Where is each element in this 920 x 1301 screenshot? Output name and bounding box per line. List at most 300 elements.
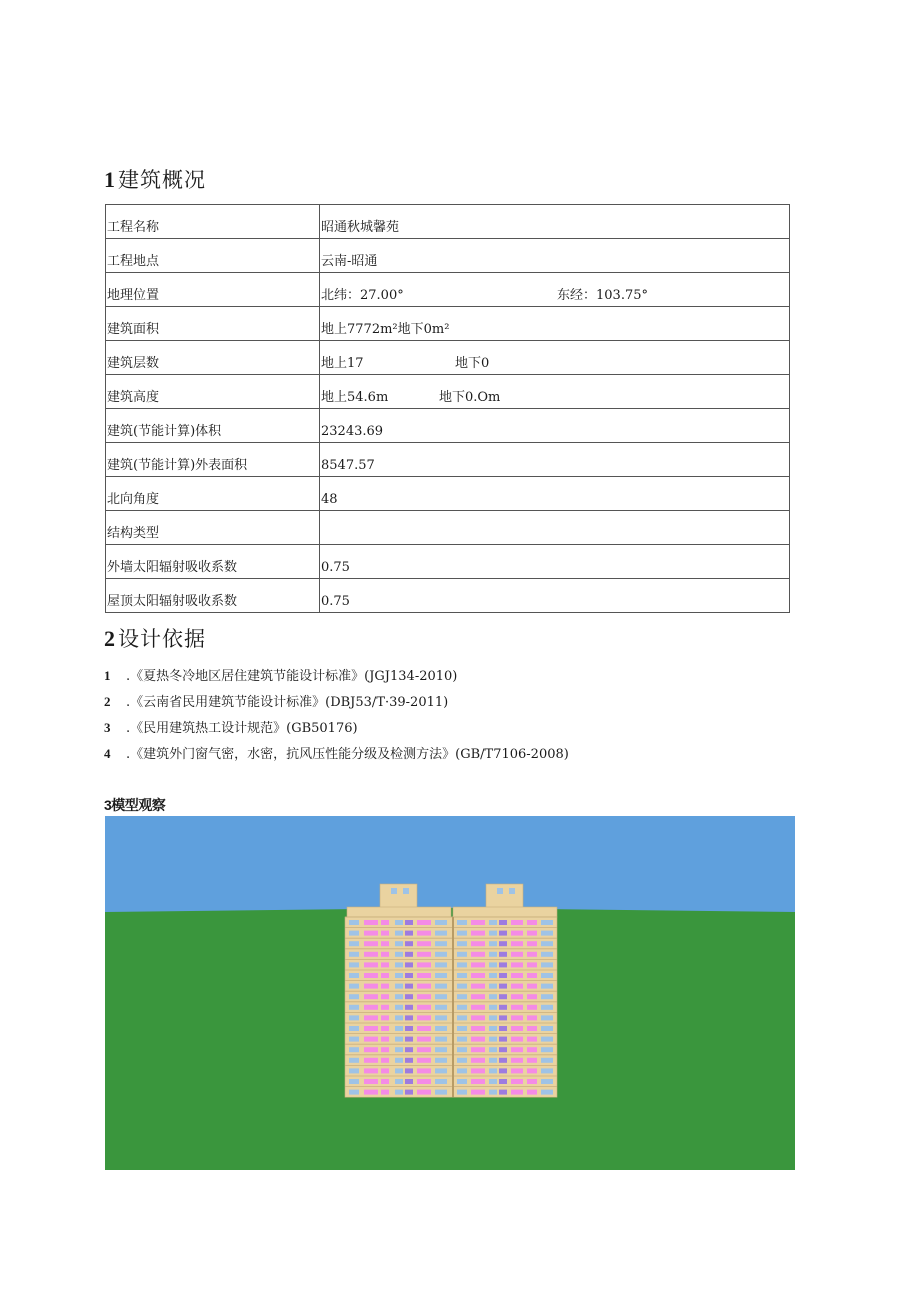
block-divider [452,917,454,1097]
window [435,1047,447,1052]
window [349,994,359,999]
window [349,1015,359,1020]
window [417,920,431,925]
height-above-value: 地上54.6m [321,390,389,405]
window [489,962,497,967]
window [489,984,497,989]
row-value: 23243.69 [320,409,790,443]
window [395,1090,403,1095]
window [471,984,485,989]
table-row [106,273,790,307]
window [489,941,497,946]
window [405,941,413,946]
window [364,941,378,946]
section-3-heading: 3模型观察 [104,797,166,813]
window [417,994,431,999]
window [541,941,553,946]
table-row [106,205,790,239]
window [511,1026,523,1031]
window [349,920,359,925]
table-row [106,375,790,409]
window [457,1058,467,1063]
window [489,931,497,936]
window [527,984,537,989]
window [417,1026,431,1031]
window [489,1026,497,1031]
window [395,984,403,989]
window [457,1037,467,1042]
window [511,952,523,957]
window [511,1015,523,1020]
window [527,1047,537,1052]
window [364,1079,378,1084]
row-label: 建筑层数 [106,341,320,375]
window [417,962,431,967]
window [395,931,403,936]
window [457,984,467,989]
roof-window [497,888,503,894]
list-item [104,744,569,770]
window [405,931,413,936]
table-row [106,409,790,443]
window [417,984,431,989]
window [541,994,553,999]
window [364,1090,378,1095]
window [499,931,507,936]
window [364,1037,378,1042]
table-row [106,579,790,613]
window [527,1026,537,1031]
window [527,931,537,936]
roof-window [391,888,397,894]
window [471,962,485,967]
window [489,1058,497,1063]
row-label: 外墙太阳辐射吸收系数 [106,545,320,579]
window [541,1026,553,1031]
window [417,1079,431,1084]
window [471,973,485,978]
window [527,994,537,999]
window [511,1047,523,1052]
window [381,1005,389,1010]
window [511,1079,523,1084]
window [435,952,447,957]
section-1-title: 建筑概况 [118,168,206,192]
table-row [106,341,790,375]
window [364,1068,378,1073]
window [364,973,378,978]
window [457,1015,467,1020]
window [364,1005,378,1010]
window [349,1047,359,1052]
row-label: 北向角度 [106,477,320,511]
window [541,931,553,936]
row-value: 8547.57 [320,443,790,477]
window [457,994,467,999]
window [541,1090,553,1095]
window [435,1037,447,1042]
window [435,1058,447,1063]
window [527,1005,537,1010]
window [405,1090,413,1095]
window [527,952,537,957]
window [541,1015,553,1020]
window [457,962,467,967]
window [405,920,413,925]
window [499,1005,507,1010]
window [435,931,447,936]
window [381,1068,389,1073]
window [499,920,507,925]
window [435,973,447,978]
window [541,962,553,967]
section-1-number: 1 [104,167,116,192]
row-label: 建筑(节能计算)体积 [106,409,320,443]
window [349,1005,359,1010]
window [511,1005,523,1010]
window [349,1068,359,1073]
window [381,941,389,946]
window [364,1047,378,1052]
window [395,973,403,978]
row-value: 0.75 [320,545,790,579]
model-view-image [105,816,795,1170]
roof-window [509,888,515,894]
window [405,984,413,989]
row-label: 屋顶太阳辐射吸收系数 [106,579,320,613]
window [381,1047,389,1052]
window [541,1079,553,1084]
window [457,1026,467,1031]
roof-tower [486,884,523,908]
window [395,994,403,999]
window [435,1005,447,1010]
window [395,1015,403,1020]
window [381,952,389,957]
window [417,931,431,936]
window [417,941,431,946]
window [471,994,485,999]
window [349,1058,359,1063]
window [349,973,359,978]
window [541,920,553,925]
window [364,1026,378,1031]
window [511,962,523,967]
section-2-title: 设计依据 [118,627,206,651]
window [499,1068,507,1073]
window [395,920,403,925]
window [395,941,403,946]
window [527,1037,537,1042]
window [405,1079,413,1084]
window [541,1058,553,1063]
window [499,1047,507,1052]
window [511,973,523,978]
window [471,1026,485,1031]
window [381,931,389,936]
window [435,1015,447,1020]
table-row [106,511,790,545]
window [499,1058,507,1063]
window [457,1090,467,1095]
row-label: 工程地点 [106,239,320,273]
window [405,1015,413,1020]
window [381,1037,389,1042]
window [381,1079,389,1084]
window [489,1015,497,1020]
row-value [320,341,790,375]
table-row [106,443,790,477]
window [417,1047,431,1052]
window [395,952,403,957]
section-2-heading [104,623,206,653]
window [457,920,467,925]
window [435,962,447,967]
table-row [106,307,790,341]
window [471,1079,485,1084]
window [527,962,537,967]
window [471,941,485,946]
list-item [104,718,569,744]
window [511,941,523,946]
window [471,920,485,925]
row-label: 工程名称 [106,205,320,239]
window [364,962,378,967]
window [381,1090,389,1095]
window [435,1026,447,1031]
window [511,994,523,999]
window [381,973,389,978]
row-value: 0.75 [320,579,790,613]
window [511,920,523,925]
window [489,1005,497,1010]
window [405,973,413,978]
window [489,973,497,978]
window [457,1068,467,1073]
window [395,1026,403,1031]
window [511,1058,523,1063]
window [527,941,537,946]
window [381,994,389,999]
window [489,920,497,925]
reference-text: .《建筑外门窗气密，水密，抗风压性能分级及检测方法》(GB/T7106-2008) [126,747,569,762]
window [349,962,359,967]
window [349,931,359,936]
floors-below-value: 地下0 [455,356,490,371]
window [499,1015,507,1020]
window [457,1005,467,1010]
window [527,1090,537,1095]
window [471,1005,485,1010]
table-row [106,477,790,511]
window [489,994,497,999]
window [511,1090,523,1095]
window [541,1047,553,1052]
window [541,1037,553,1042]
row-label: 建筑高度 [106,375,320,409]
window [435,994,447,999]
window [381,1015,389,1020]
window [349,941,359,946]
row-label: 建筑面积 [106,307,320,341]
window [417,1090,431,1095]
section-1-heading [104,164,206,194]
window [499,962,507,967]
list-item [104,666,569,692]
list-item [104,692,569,718]
building-model [345,884,557,1097]
window [364,1058,378,1063]
roof-tower [380,884,417,908]
window [364,931,378,936]
row-label: 地理位置 [106,273,320,307]
window [349,952,359,957]
window [499,1037,507,1042]
window [541,952,553,957]
window [499,994,507,999]
window [435,1090,447,1095]
window [457,941,467,946]
window [381,984,389,989]
row-value [320,273,790,307]
window [471,1037,485,1042]
window [527,1058,537,1063]
row-value: 48 [320,477,790,511]
window [381,920,389,925]
window [527,920,537,925]
window [471,931,485,936]
window [511,1068,523,1073]
row-value [320,511,790,545]
window [395,1037,403,1042]
window [364,1015,378,1020]
window [405,952,413,957]
window [471,1090,485,1095]
window [435,1079,447,1084]
window [489,1047,497,1052]
window [471,952,485,957]
window [457,931,467,936]
building-model-render [105,816,795,1170]
reference-number: 4 [104,746,111,761]
window [489,1090,497,1095]
window [395,1058,403,1063]
window [349,1026,359,1031]
window [349,1037,359,1042]
window [395,1005,403,1010]
row-value [320,375,790,409]
window [417,973,431,978]
window [511,984,523,989]
window [405,1047,413,1052]
window [541,1068,553,1073]
window [457,1079,467,1084]
window [499,941,507,946]
window [395,962,403,967]
row-value: 云南-昭通 [320,239,790,273]
window [471,1058,485,1063]
window [471,1047,485,1052]
window [364,920,378,925]
window [405,994,413,999]
floors-above-value: 地上17 [321,356,364,371]
window [405,1037,413,1042]
reference-list [104,666,569,770]
window [405,1026,413,1031]
window [364,984,378,989]
window [417,1068,431,1073]
window [349,1079,359,1084]
window [417,1037,431,1042]
window [417,1058,431,1063]
window [405,1005,413,1010]
parapet [453,907,557,917]
row-label: 结构类型 [106,511,320,545]
window [511,931,523,936]
window [395,1079,403,1084]
latitude-value: 北纬：27.00° [321,288,404,303]
window [417,1005,431,1010]
reference-text: .《云南省民用建筑节能设计标准》(DBJ53/T·39-2011) [126,695,449,710]
table-row [106,239,790,273]
row-value: 地上7772m²地下0m² [320,307,790,341]
window [417,1015,431,1020]
reference-number: 2 [104,694,111,709]
window [435,920,447,925]
window [471,1068,485,1073]
window [499,973,507,978]
table-row [106,545,790,579]
window [405,962,413,967]
parapet [347,907,451,917]
longitude-value: 东经：103.75° [557,288,648,303]
window [489,1068,497,1073]
window [489,1079,497,1084]
roof-window [403,888,409,894]
window [527,1079,537,1084]
window [435,1068,447,1073]
window [395,1068,403,1073]
window [435,984,447,989]
reference-number: 3 [104,720,111,735]
window [405,1068,413,1073]
window [489,952,497,957]
building-overview-table [105,204,790,613]
window [499,1026,507,1031]
window [499,952,507,957]
window [395,1047,403,1052]
window [381,1058,389,1063]
height-below-value: 地下0.Om [439,390,501,405]
window [499,984,507,989]
window [381,962,389,967]
reference-number: 1 [104,668,111,683]
window [527,1068,537,1073]
window [457,973,467,978]
window [489,1037,497,1042]
window [471,1015,485,1020]
window [527,973,537,978]
row-label: 建筑(节能计算)外表面积 [106,443,320,477]
window [435,941,447,946]
window [541,973,553,978]
window [405,1058,413,1063]
window [364,952,378,957]
section-2-number: 2 [104,626,116,651]
window [541,1005,553,1010]
window [349,984,359,989]
window [417,952,431,957]
